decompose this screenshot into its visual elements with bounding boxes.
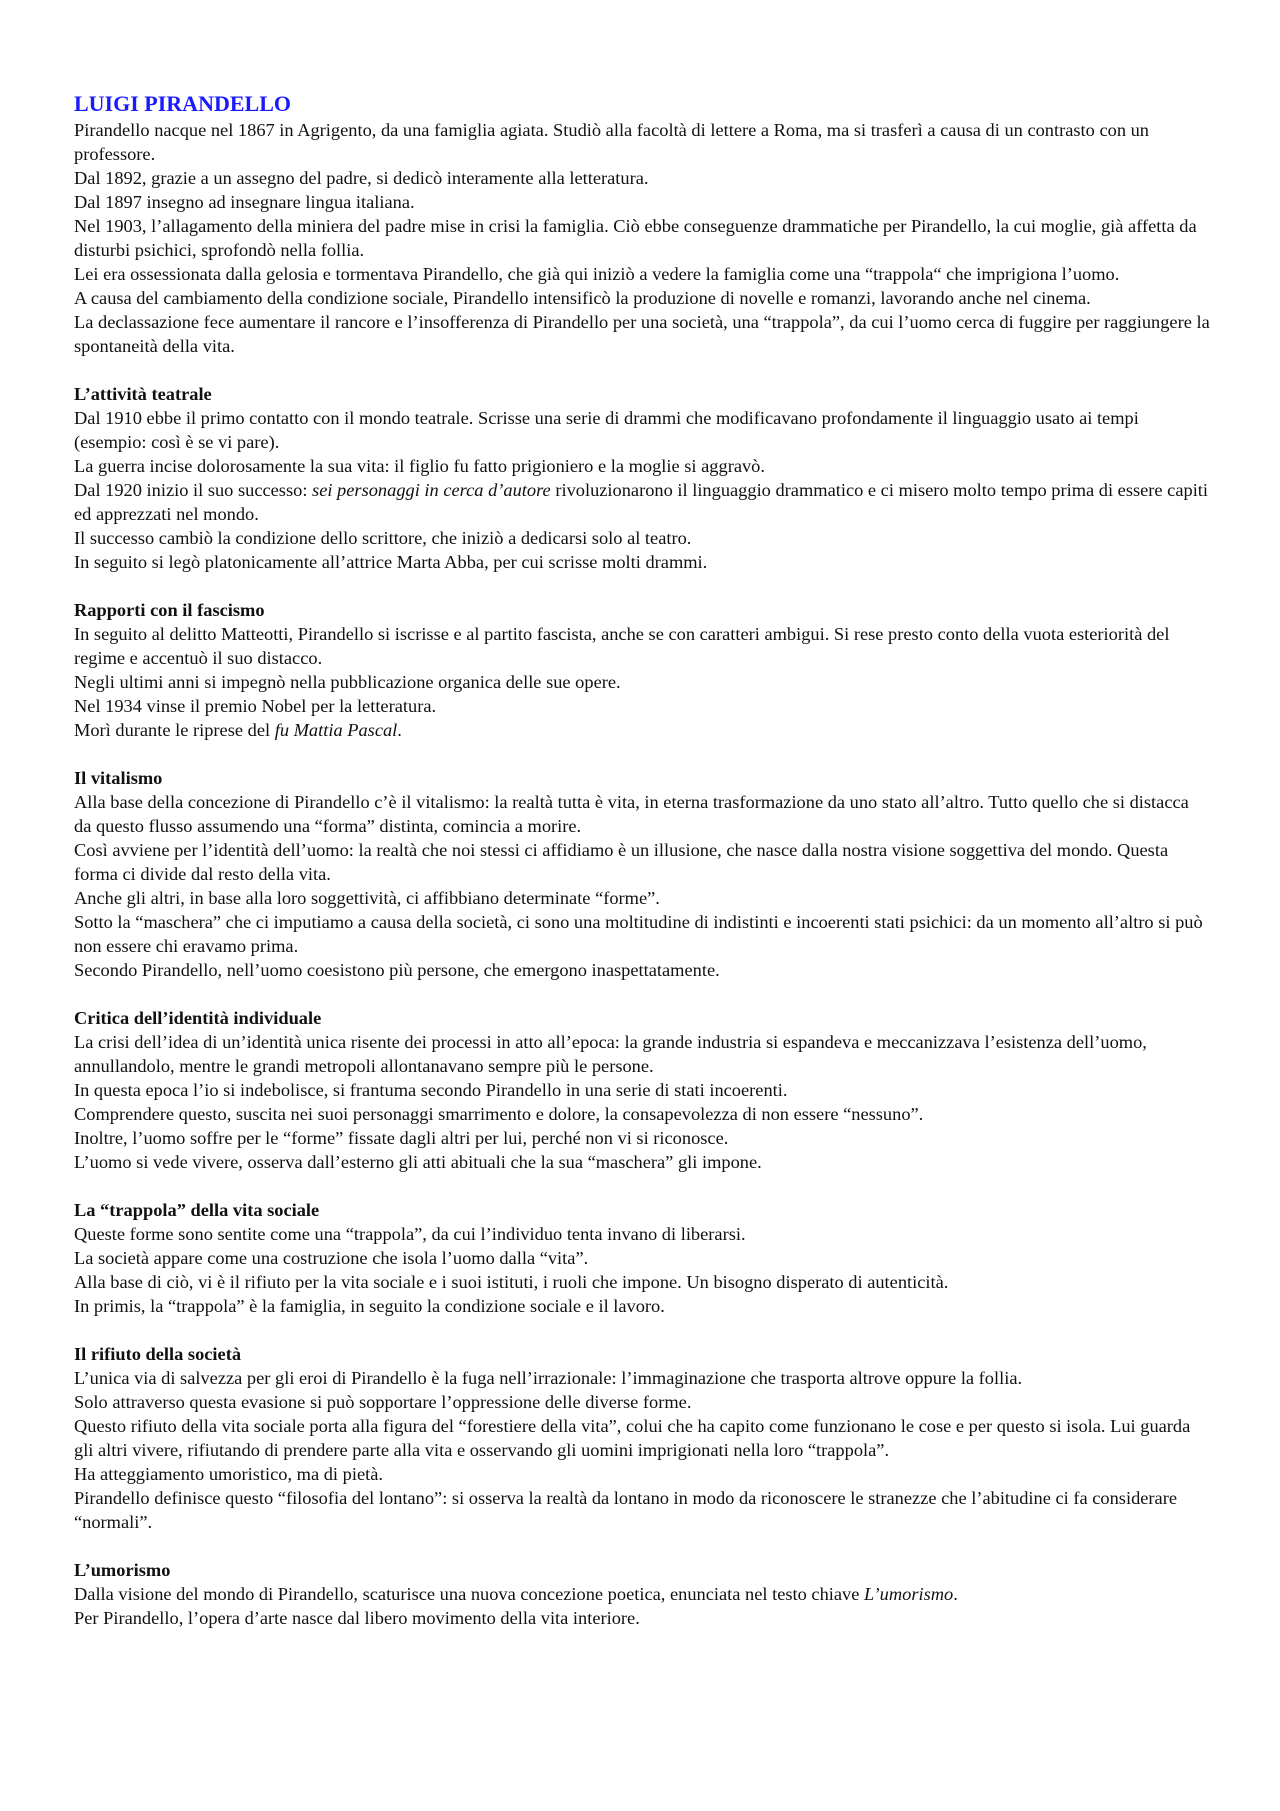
paragraph: Pirandello definisce questo “filosofia del lontano”: si osserva la realtà da lontano in modo da riconoscere le stranezze che l’abitudine ci fa considerare “normali”.: [74, 1488, 1178, 1532]
paragraph: La guerra incise dolorosamente la sua vita: il figlio fu fatto prigioniero e la moglie si aggravò.: [74, 456, 765, 476]
paragraph: Questo rifiuto della vita sociale porta alla figura del “forestiere della vita”, colui che ha capito come funzionano le cose e per questo si isola. Lui guarda gli altri vivere, rifiutando di prendere parte alla vita e osservando gli uomini imprigionati nella loro “trappola”.: [74, 1416, 1191, 1460]
section-heading: Il rifiuto della società: [74, 1344, 242, 1364]
paragraph: Alla base della concezione di Pirandello c’è il vitalismo: la realtà tutta è vita, in eterna trasformazione da uno stato all’altro. Tutto quello che si distacca da questo flusso assumendo una “forma” distinta, comincia a morire.: [74, 792, 1189, 836]
paragraph: Pirandello nacque nel 1867 in Agrigento, da una famiglia agiata. Studiò alla facoltà di lettere a Roma, ma si trasferì a causa di un contrasto con un professore.: [74, 120, 1149, 164]
italic-title: L’umorismo: [864, 1584, 954, 1604]
text-run: Dalla visione del mondo di Pirandello, scaturisce una nuova concezione poetica, enunciata nel testo chiave: [74, 1584, 865, 1604]
paragraph: A causa del cambiamento della condizione sociale, Pirandello intensificò la produzione di novelle e romanzi, lavorando anche nel cinema.: [74, 288, 1091, 308]
paragraph: Dal 1910 ebbe il primo contatto con il mondo teatrale. Scrisse una serie di drammi che modificavano profondamente il linguaggio usato ai tempi (esempio: così è se vi pare).: [74, 408, 1139, 452]
paragraph: [74, 718, 1210, 742]
section-attivita-teatrale: [74, 382, 1210, 574]
paragraph: Anche gli altri, in base alla loro soggettività, ci affibbiano determinate “forme”.: [74, 888, 660, 908]
section-vitalismo: [74, 766, 1210, 982]
italic-title: sei personaggi in cerca d’autore: [312, 480, 551, 500]
italic-title: fu Mattia Pascal: [274, 720, 398, 740]
paragraph: Nel 1934 vinse il premio Nobel per la letteratura.: [74, 696, 437, 716]
paragraph: Così avviene per l’identità dell’uomo: la realtà che noi stessi ci affidiamo è un illusione, che nasce dalla nostra visione soggettiva del mondo. Questa forma ci divide dal resto della vita.: [74, 840, 1169, 884]
paragraph: Inoltre, l’uomo soffre per le “forme” fissate dagli altri per lui, perché non vi si riconosce.: [74, 1128, 729, 1148]
paragraph: In seguito si legò platonicamente all’attrice Marta Abba, per cui scrisse molti drammi.: [74, 552, 708, 572]
paragraph: La società appare come una costruzione che isola l’uomo dalla “vita”.: [74, 1248, 589, 1268]
text-run: Dal 1920 inizio il suo successo:: [74, 480, 313, 500]
paragraph: Sotto la “maschera” che ci imputiamo a causa della società, ci sono una moltitudine di indistinti e incoerenti stati psichici: da un momento all’altro si può non essere chi eravamo prima.: [74, 912, 1203, 956]
section-heading: Rapporti con il fascismo: [74, 600, 265, 620]
paragraph: In seguito al delitto Matteotti, Pirandello si iscrisse e al partito fascista, anche se con caratteri ambigui. Si rese presto conto della vuota esteriorità del regime e accentuò il suo distacco.: [74, 624, 1170, 668]
paragraph: Queste forme sono sentite come una “trappola”, da cui l’individuo tenta invano di liberarsi.: [74, 1224, 746, 1244]
section-trappola-vita-sociale: [74, 1198, 1210, 1318]
text-run: .: [397, 720, 402, 740]
section-heading: La “trappola” della vita sociale: [74, 1200, 320, 1220]
section-heading: L’attività teatrale: [74, 384, 212, 404]
section-umorismo: [74, 1558, 1210, 1630]
paragraph: Alla base di ciò, vi è il rifiuto per la vita sociale e i suoi istituti, i ruoli che impone. Un bisogno disperato di autenticità.: [74, 1272, 949, 1292]
paragraph: Il successo cambiò la condizione dello scrittore, che iniziò a dedicarsi solo al teatro.: [74, 528, 692, 548]
section-rifiuto-societa: [74, 1342, 1210, 1534]
paragraph: Secondo Pirandello, nell’uomo coesistono più persone, che emergono inaspettatamente.: [74, 960, 720, 980]
section-rapporti-fascismo: [74, 598, 1210, 742]
intro-section: [74, 118, 1210, 358]
paragraph: Per Pirandello, l’opera d’arte nasce dal libero movimento della vita interiore.: [74, 1608, 640, 1628]
paragraph: La declassazione fece aumentare il rancore e l’insofferenza di Pirandello per una società, una “trappola”, da cui l’uomo cerca di fuggire per raggiungere la spontaneità della vita.: [74, 312, 1210, 356]
paragraph: Comprendere questo, suscita nei suoi personaggi smarrimento e dolore, la consapevolezza di non essere “nessuno”.: [74, 1104, 924, 1124]
paragraph: [74, 478, 1210, 526]
paragraph: L’uomo si vede vivere, osserva dall’esterno gli atti abituali che la sua “maschera” gli impone.: [74, 1152, 762, 1172]
text-run: Morì durante le riprese del: [74, 720, 275, 740]
paragraph: Solo attraverso questa evasione si può sopportare l’oppressione delle diverse forme.: [74, 1392, 692, 1412]
section-heading: Critica dell’identità individuale: [74, 1008, 322, 1028]
paragraph: Lei era ossessionata dalla gelosia e tormentava Pirandello, che già qui iniziò a vedere la famiglia come una “trappola“ che imprigiona l’uomo.: [74, 264, 1120, 284]
paragraph: In primis, la “trappola” è la famiglia, in seguito la condizione sociale e il lavoro.: [74, 1296, 665, 1316]
paragraph: Negli ultimi anni si impegnò nella pubblicazione organica delle sue opere.: [74, 672, 621, 692]
section-heading: Il vitalismo: [74, 768, 163, 788]
text-run: rivoluzionarono il linguaggio drammatico e ci misero molto tempo prima di essere capiti ed apprezzati nel mondo.: [74, 480, 1209, 524]
paragraph: [74, 1582, 1210, 1606]
section-critica-identita: [74, 1006, 1210, 1174]
paragraph: Ha atteggiamento umoristico, ma di pietà.: [74, 1464, 383, 1484]
paragraph: Nel 1903, l’allagamento della miniera del padre mise in crisi la famiglia. Ciò ebbe conseguenze drammatiche per Pirandello, la cui moglie, già affetta da disturbi psichici, sprofondò nella follia.: [74, 216, 1197, 260]
paragraph: La crisi dell’idea di un’identità unica risente dei processi in atto all’epoca: la grande industria si espandeva e meccanizzava l’esistenza dell’uomo, annullandolo, mentre le grandi metropoli allontanavano sempre più le persone.: [74, 1032, 1147, 1076]
text-run: .: [953, 1584, 958, 1604]
section-heading: L’umorismo: [74, 1560, 171, 1580]
document-title: LUIGI PIRANDELLO: [74, 91, 291, 116]
paragraph: Dal 1892, grazie a un assegno del padre, si dedicò interamente alla letteratura.: [74, 168, 649, 188]
paragraph: L’unica via di salvezza per gli eroi di Pirandello è la fuga nell’irrazionale: l’immaginazione che trasporta altrove oppure la follia.: [74, 1368, 1023, 1388]
paragraph: Dal 1897 insegno ad insegnare lingua italiana.: [74, 192, 415, 212]
paragraph: In questa epoca l’io si indebolisce, si frantuma secondo Pirandello in una serie di stati incoerenti.: [74, 1080, 788, 1100]
